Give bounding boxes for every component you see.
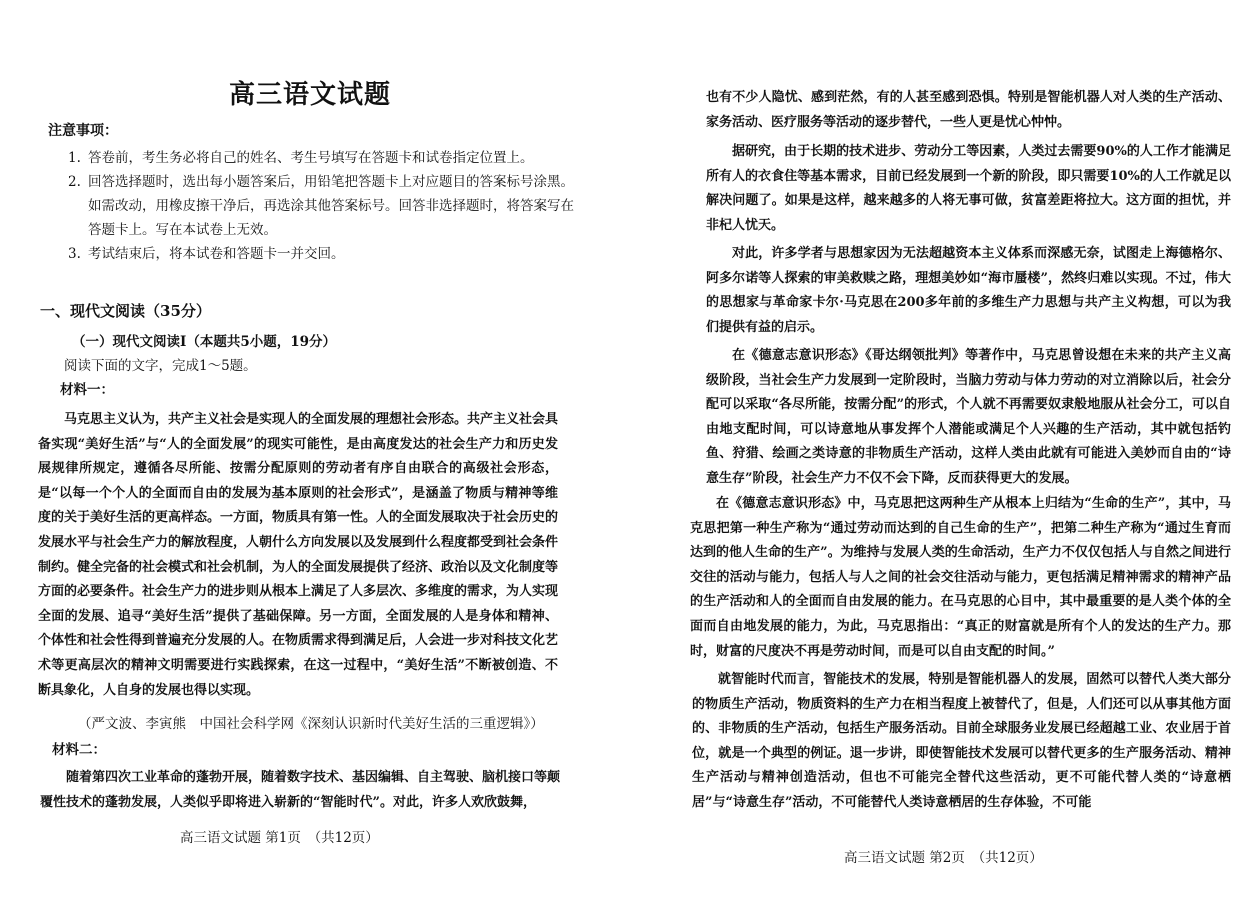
notice-list: [68, 146, 578, 266]
sub-section-heading: （一）现代文阅读Ⅰ（本题共5小题，19分）: [72, 334, 336, 350]
notice-item: [68, 146, 578, 170]
material-2-body: 随着第四次工业革命的蓬勃开展，随着数字技术、基因编辑、自主驾驶、脑机接口等颠覆性技术的蓬勃发展，人类似乎即将进入崭新的“智能时代”。对此，许多人欢欣鼓舞，: [40, 770, 561, 810]
notice-heading: 注意事项：: [48, 123, 118, 139]
notice-item-text: 答卷前，考生务必将自己的姓名、考生号填写在答题卡和试卷指定位置上。: [88, 150, 534, 166]
exam-page-2: [630, 0, 1244, 900]
notice-item: [68, 242, 578, 266]
paragraph: 据研究，由于长期的技术进步、劳动分工等因素，人类过去需要90%的人工作才能满足所有人的衣食住等基本需求，目前已经发展到一个新的阶段，即只需要10%的人工作就足以解决问题了。如果是这样，越来越多的人将无事可做，贫富差距将拉大。这方面的担忧，并非杞人忧天。: [706, 144, 1231, 233]
paragraph: 在《德意志意识形态》《哥达纲领批判》等著作中，马克思曾设想在未来的共产主义高级阶段，当社会生产力发展到一定阶段时，当脑力劳动与体力劳动的对立消除以后，社会分配可以采取“各尽所能，按需分配”的形式，个人就不再需要奴隶般地服从社会分工，可以自由地支配时间，可以诗意地从事发挥个人潜能或满足个人兴趣的生产活动，其中就包括钓鱼、狩猎、绘画之类诗意的非物质生产活动，这样人类由此就有可能进入美妙而自由的“诗意生存”阶段，社会生产力不仅不会下降，反而获得更大的发展。: [706, 348, 1231, 486]
material-1-label: 材料一：: [60, 382, 114, 398]
page-footer: 高三语文试题 第2页 （共12页）: [844, 850, 1043, 866]
material-1-body: 马克思主义认为，共产主义社会是实现人的全面发展的理想社会形态。共产主义社会具备实现“美好生活”与“人的全面发展”的现实可能性，是由高度发达的社会生产力和历史发展规律所规定，遵循各尽所能、按需分配原则的劳动者有序自由联合的高级社会形态，是“以每一个个人的全面而自由的发展为基本原则的社会形式”，是涵盖了物质与精神等维度的关于美好生活的更高样态。一方面，物质具有第一性。人的全面发展取决于社会历史的发展水平与社会生产力的解放程度，人朝什么方向发展以及发展到什么程度都受到社会条件制约。健全完备的社会模式和社会机制，为人的全面发展提供了经济、政治以及文化制度等方面的必要条件。社会生产力的进步则从根本上满足了人多层次、多维度的需求，为人实现全面的发展、追寻“美好生活”提供了基础保障。另一方面，全面发展的人是身体和精神、个体性和社会性得到普遍充分发展的人。在物质需求得到满足后，人会进一步对科技文化艺术等更高层次的精神文明需要进行实践探索，在这一过程中，“美好生活”不断被创造、不断具象化，人自身的发展也得以实现。: [38, 412, 559, 698]
section-heading: 一、现代文阅读（35分）: [40, 302, 211, 320]
paragraph: 就智能时代而言，智能技术的发展，特别是智能机器人的发展，固然可以替代人类大部分的物质生产活动，物质资料的生产力在相当程度上被替代了，但是，人们还可以从事其他方面的、非物质的生产活动，包括生产服务活动。目前全球服务业发展已经超越工业、农业居于首位，就是一个典型的例证。退一步讲，即使智能技术发展可以替代更多的生产服务活动、精神生产活动与精神创造活动，但也不可能完全替代这些活动，更不可能代替人类的“诗意栖居”与“诗意生存”活动，不可能替代人类诗意栖居的生存体验，不可能: [692, 672, 1231, 810]
notice-item-number: 1.: [68, 150, 81, 166]
material-2-label: 材料二：: [52, 742, 106, 758]
paragraph: 也有不少人隐忧、感到茫然，有的人甚至感到恐惧。特别是智能机器人对人类的生产活动、家务活动、医疗服务等活动的逐步替代，一些人更是忧心忡忡。: [706, 90, 1231, 130]
exam-title: 高三语文试题: [228, 80, 391, 110]
material-1-source: （严文波、李寅熊 中国社会科学网《深刻认识新时代美好生活的三重逻辑》）: [78, 716, 544, 732]
paragraph: 对此，许多学者与思想家因为无法超越资本主义体系而深感无奈，试图走上海德格尔、阿多尔诺等人探索的审美救赎之路，理想美妙如“海市蜃楼”，然终归难以实现。不过，伟大的思想家与革命家卡尔·马克思在200多年前的多维生产力思想与共产主义构想，可以为我们提供有益的启示。: [706, 246, 1231, 335]
exam-page-1: [0, 0, 620, 900]
reading-instruction: 阅读下面的文字，完成1～5题。: [64, 358, 257, 374]
notice-item: [68, 170, 578, 242]
paragraph: 在《德意志意识形态》中，马克思把这两种生产从根本上归结为“生命的生产”，其中，马克思把第一种生产称为“通过劳动而达到的自己生命的生产”，把第二种生产称为“通过生育而达到的他人生命的生产”。为维持与发展人类的生命活动，生产力不仅仅包括人与自然之间进行交往的活动与能力，包括人与人之间的社会交往活动与能力，更包括满足精神需求的精神产品的生产活动和人的全面而自由发展的能力。在马克思的心目中，其中最重要的是人类个体的全面而自由地发展的能力，为此，马克思指出：“真正的财富就是所有个人的发达的生产力。那时，财富的尺度决不再是劳动时间，而是可以自由支配的时间。”: [690, 496, 1231, 659]
notice-item-text: 考试结束后，将本试卷和答题卡一并交回。: [88, 246, 345, 262]
page-footer: 高三语文试题 第1页 （共12页）: [180, 830, 379, 846]
notice-item-text: 回答选择题时，选出每小题答案后，用铅笔把答题卡上对应题目的答案标号涂黑。如需改动，用橡皮擦干净后，再选涂其他答案标号。回答非选择题时，将答案写在答题卡上。写在本试卷上无效。: [88, 174, 574, 238]
notice-item-number: 3.: [68, 246, 81, 262]
notice-item-number: 2.: [68, 174, 81, 190]
